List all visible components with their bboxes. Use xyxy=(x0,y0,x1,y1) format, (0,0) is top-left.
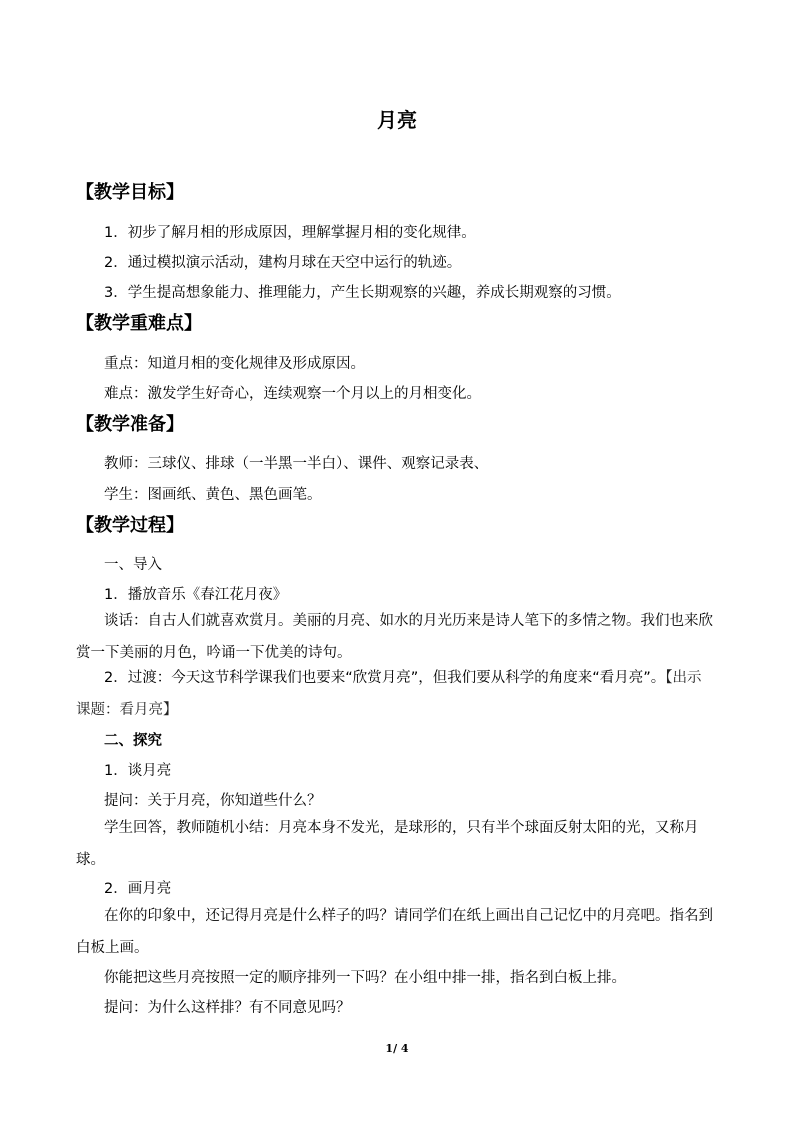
prep-item-teacher: 教师：三球仪、排球（一半黑一半白）、课件、观察记录表、 xyxy=(104,456,489,472)
process-intro-step2 xyxy=(76,662,716,726)
process-explore-step2: 2．画月亮 xyxy=(104,881,172,897)
process-intro-talk: 谈话：自古人们就喜欢赏月。美丽的月亮、如水的月光历来是诗人笔下的多情之物。我们也来欣赏一下美丽的月色，吟诵一下优美的诗句。 xyxy=(76,613,713,661)
process-intro-step2-note: 【出示课题：看月亮】 xyxy=(76,670,702,718)
process-explore-step1: 1．谈月亮 xyxy=(104,763,172,779)
process-intro-step1: 1．播放音乐《春江花月夜》 xyxy=(104,587,288,603)
process-explore-label: 二、探究 xyxy=(104,733,162,749)
process-intro-label: 一、导入 xyxy=(104,557,162,573)
section-heading-goals: 【教学目标】 xyxy=(76,182,184,203)
process-explore-question2: 提问：为什么这样排？有不同意见吗？ xyxy=(104,1000,351,1016)
document-title: 月亮 xyxy=(377,108,417,132)
section-heading-prep: 【教学准备】 xyxy=(76,414,184,435)
goal-item-2: 2．通过模拟演示活动，建构月球在天空中运行的轨迹。 xyxy=(104,255,462,271)
keypoint-item-2: 难点：激发学生好奇心，连续观察一个月以上的月相变化。 xyxy=(104,386,481,402)
page-indicator: 1/ 4 xyxy=(385,1042,409,1055)
process-explore-answer: 学生回答，教师随机小结：月亮本身不发光，是球形的，只有半个球面反射太阳的光，又称月球。 xyxy=(76,820,699,868)
process-explore-draw: 在你的印象中，还记得月亮是什么样子的吗？请同学们在纸上画出自己记忆中的月亮吧。指名到白板上画。 xyxy=(76,908,713,956)
section-heading-keypoints: 【教学重难点】 xyxy=(76,313,202,334)
section-heading-process: 【教学过程】 xyxy=(76,515,184,536)
prep-item-student: 学生：图画纸、黄色、黑色画笔。 xyxy=(104,487,322,503)
process-explore-question1: 提问：关于月亮，你知道些什么？ xyxy=(104,793,322,809)
process-intro-step2-text: 2．过渡：今天这节科学课我们也要来“欣赏月亮”，但我们要从科学的角度来“看月亮”。 xyxy=(104,670,666,686)
process-explore-sort: 你能把这些月亮按照一定的顺序排列一下吗？在小组中排一排，指名到白板上排。 xyxy=(104,970,626,986)
goal-item-1: 1．初步了解月相的形成原因，理解掌握月相的变化规律。 xyxy=(104,225,476,241)
keypoint-item-1: 重点：知道月相的变化规律及形成原因。 xyxy=(104,356,365,372)
goal-item-3: 3．学生提高想象能力、推理能力，产生长期观察的兴趣，养成长期观察的习惯。 xyxy=(104,285,621,301)
